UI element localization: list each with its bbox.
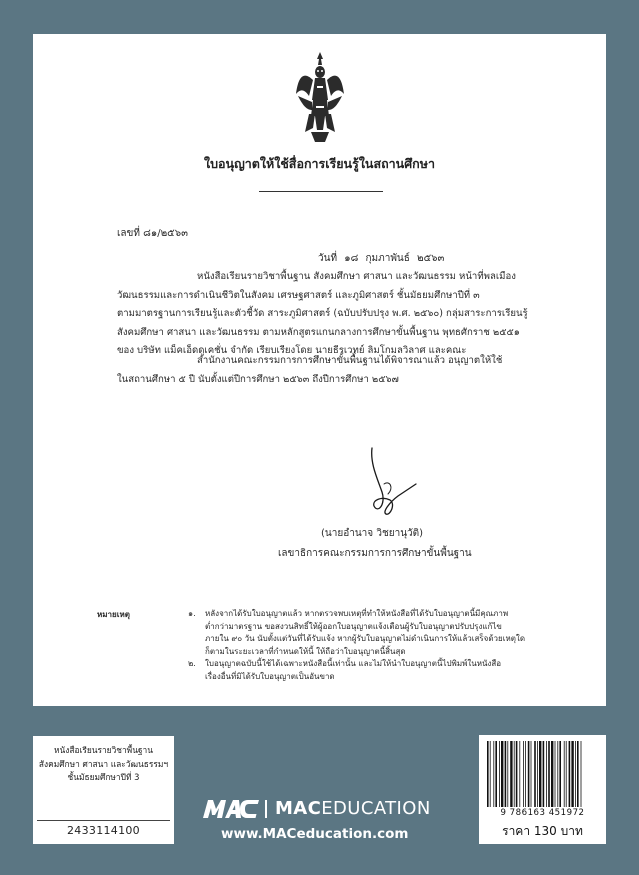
paragraph-line: ในสถานศึกษา ๕ ปี นับตั้งแต่ปีการศึกษา ๒๕๖๓ ถึงปีการศึกษา ๒๕๖๗ — [117, 373, 399, 385]
paragraph-line: ตามมาตรฐานการเรียนรู้และตัวชี้วัด สาระภูมิศาสตร์ (ฉบับปรับปรุง พ.ศ. ๒๕๖๐) กลุ่มสาระการเรียนรู้ — [117, 308, 528, 319]
paragraph-line: สำนักงานคณะกรรมการการศึกษาขั้นพื้นฐานได้พิจารณาแล้ว อนุญาตให้ใช้ — [197, 355, 503, 366]
garuda-emblem — [295, 50, 345, 144]
license-document — [33, 34, 606, 706]
signer-name: (นายอำนาจ วิชยานุวัติ) — [321, 528, 424, 539]
isbn-number: 9 786163 451972 — [500, 808, 585, 818]
note-number: ๑. — [188, 609, 196, 618]
publisher-name — [275, 798, 431, 819]
paragraph-line: หนังสือเรียนรายวิชาพื้นฐาน สังคมศึกษา ศาสนา และวัฒนธรรม หน้าที่พลเมือง — [197, 271, 516, 282]
note-number: ๒. — [188, 659, 196, 668]
note-line: ภายใน ๙๐ วัน นับตั้งแต่วันที่ได้รับแจ้ง หากผู้รับใบอนุญาตไม่ดำเนินการให้แล้วเสร็จด้วยเหตุใด — [205, 634, 526, 643]
paragraph-line: วัฒนธรรมและการดำเนินชีวิตในสังคม เศรษฐศาสตร์ และภูมิศาสตร์ ชั้นมัธยมศึกษาปีที่ ๓ — [117, 289, 480, 301]
note-line: ต่ำกว่ามาตรฐาน ขอสงวนสิทธิ์ให้ผู้ออกใบอนุญาตแจ้งเตือนผู้รับใบอนุญาตปรับปรุงแก้ไข — [205, 621, 502, 631]
publisher-brand — [203, 798, 431, 819]
book-label-divider — [37, 820, 170, 821]
book-price: ราคา 130 บาท — [502, 824, 583, 838]
paragraph-book-details — [117, 268, 567, 361]
mac-logo-icon — [203, 800, 259, 818]
book-code: 2433114100 — [67, 824, 140, 837]
note-item — [188, 658, 593, 683]
paragraph-line: ของ บริษัท แม็คเอ็ดดูเคชั่น จำกัด เรียบเรียงโดย นายธีรเวทย์ ลิมโกมลวิลาศ และคณะ — [117, 345, 467, 356]
barcode-label — [479, 735, 606, 844]
book-label-line: ชั้นมัธยมศึกษาปีที่ 3 — [67, 772, 140, 782]
publisher-website: www.MACeducation.com — [221, 826, 409, 842]
note-line: เรื่องอื่นที่มิได้รับใบอนุญาตเป็นอันขาด — [205, 671, 335, 681]
document-title: ใบอนุญาตให้ใช้สื่อการเรียนรู้ในสถานศึกษา — [204, 156, 435, 171]
book-label-title — [33, 744, 174, 785]
publisher-name-rest: EDUCATION — [321, 798, 431, 819]
note-line: หลังจากได้รับใบอนุญาตแล้ว หากตรวจพบเหตุที่ทำให้หนังสือที่ได้รับใบอนุญาตนี้มีคุณภาพ — [205, 609, 509, 618]
signature — [360, 444, 420, 524]
book-label-line: หนังสือเรียนรายวิชาพื้นฐาน — [54, 745, 153, 755]
publisher-name-bold: MAC — [275, 798, 322, 819]
license-date: วันที่ ๑๘ กุมภาพันธ์ ๒๕๖๓ — [318, 253, 445, 264]
signer-position: เลขาธิการคณะกรรมการการศึกษาขั้นพื้นฐาน — [278, 548, 472, 559]
note-line: ก็ตามในระยะเวลาที่กำหนดให้นี้ ให้ถือว่าใบอนุญาตนี้สิ้นสุด — [205, 646, 406, 656]
barcode — [486, 741, 599, 807]
note-line: ใบอนุญาตฉบับนี้ใช้ได้เฉพาะหนังสือนี้เท่านั้น และไม่ให้นำใบอนุญาตนี้ไปพิมพ์ในหนังสือ — [205, 659, 502, 668]
license-number: เลขที่ ๘๑/๒๕๖๓ — [117, 228, 188, 239]
title-underline — [259, 191, 383, 192]
notes-heading: หมายเหตุ — [97, 610, 130, 619]
note-item — [188, 608, 593, 658]
notes-list — [188, 608, 593, 683]
book-label — [33, 736, 174, 844]
paragraph-line: สังคมศึกษา ศาสนา และวัฒนธรรม ตามหลักสูตรแกนกลางการศึกษาขั้นพื้นฐาน พุทธศักราช ๒๕๕๑ — [117, 326, 520, 338]
brand-separator — [265, 800, 267, 818]
book-label-line: สังคมศึกษา ศาสนา และวัฒนธรรมฯ — [38, 758, 169, 769]
paragraph-approval — [117, 352, 567, 389]
